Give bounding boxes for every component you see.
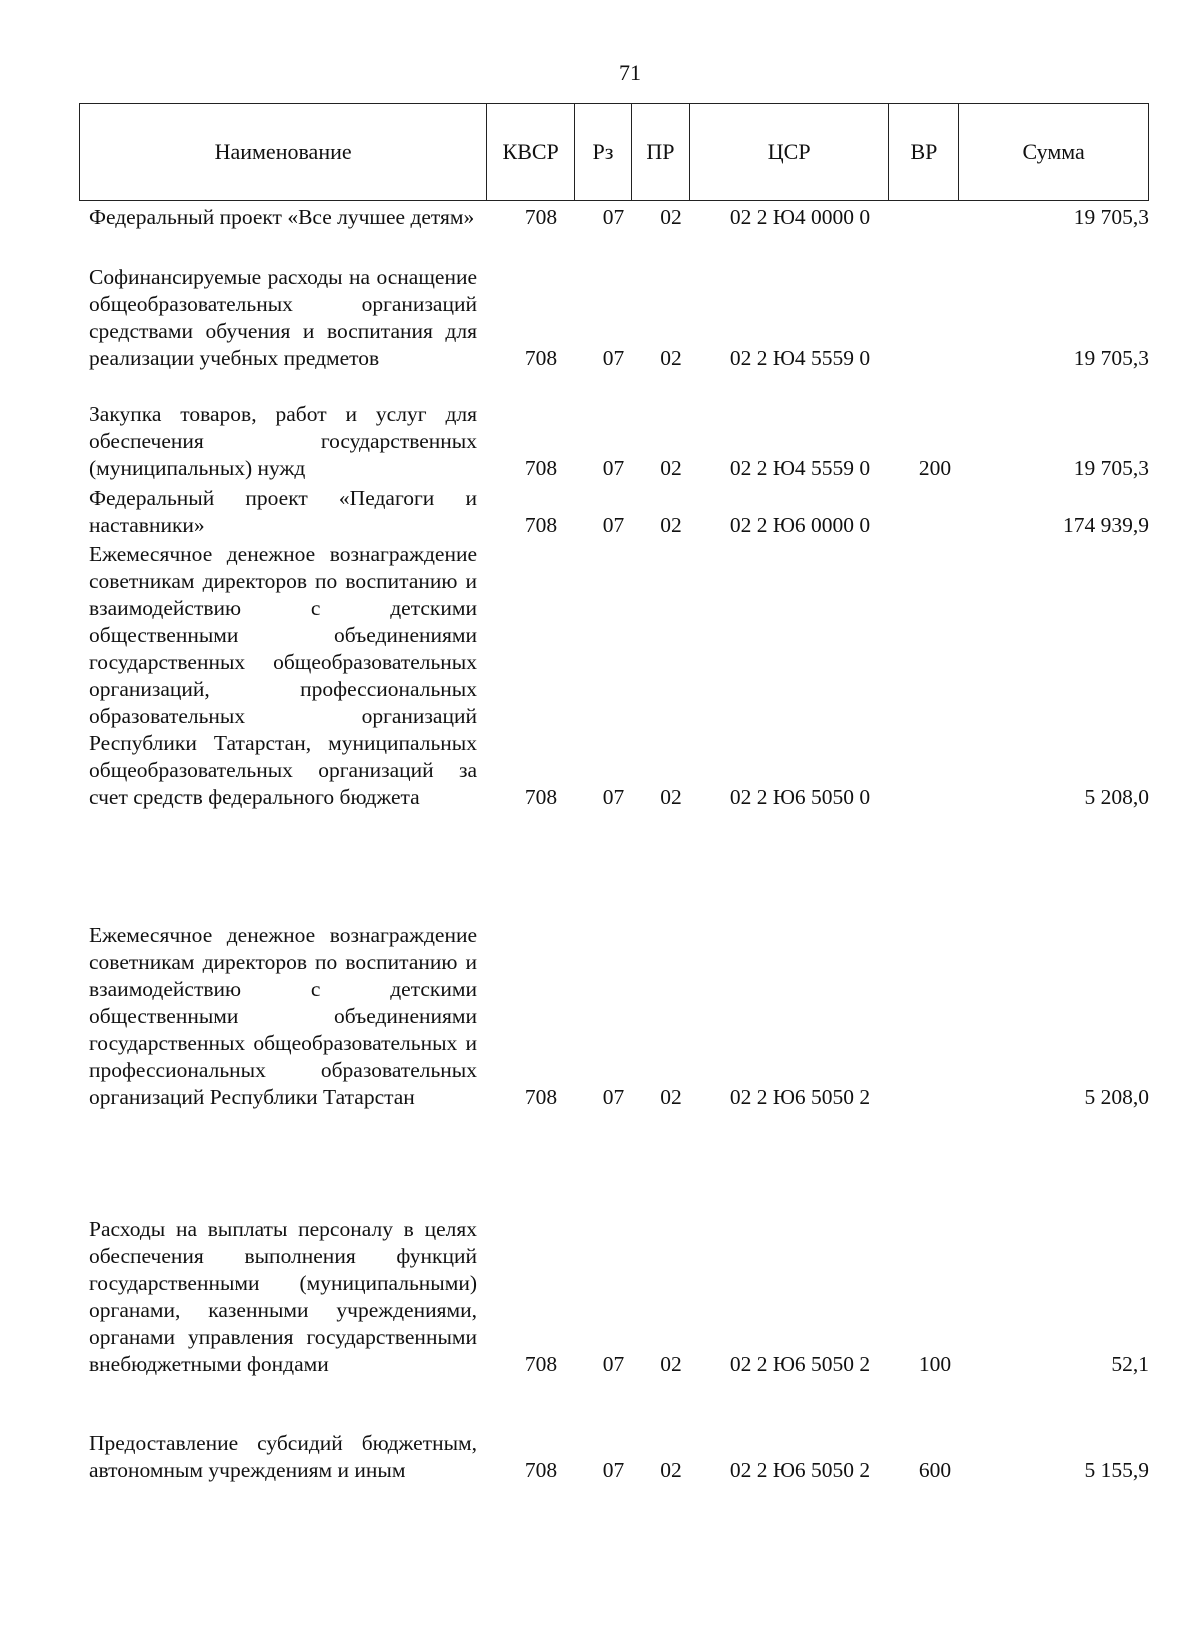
row-kvsr: 708 — [524, 1458, 558, 1482]
row-kvsr: 708 — [524, 205, 558, 229]
table-row — [89, 1216, 1149, 1378]
row-sum: 19 705,3 — [1073, 205, 1149, 229]
row-rz: 07 — [602, 785, 625, 809]
row-pr: 02 — [660, 456, 682, 480]
table-row — [89, 922, 1149, 1111]
row-sum: 174 939,9 — [1063, 513, 1149, 537]
row-sum: 5 208,0 — [1084, 785, 1149, 809]
table-row — [89, 541, 1149, 811]
row-rz: 07 — [602, 1458, 625, 1482]
row-name: Ежемесячное денежное вознаграждение советникам директоров по воспитанию и взаимодействию с детскими общественными объединениями государственных общеобразовательных организаций, профессиональных образовательных организаций Республики Татарстан, муниципальных общеобразовательных организаций за счет средств федерального бюджета — [89, 542, 477, 809]
row-pr: 02 — [660, 1352, 682, 1376]
row-name: Федеральный проект «Все лучшее детям» — [89, 205, 475, 229]
header-name: Наименование — [80, 104, 487, 200]
row-name: Предоставление субсидий бюджетным, автономным учреждениям и иным — [89, 1431, 477, 1482]
row-sum: 5 208,0 — [1084, 1085, 1149, 1109]
header-pr: ПР — [632, 104, 690, 200]
table-row — [89, 204, 1149, 231]
row-csr: 02 2 Ю4 0000 0 — [729, 205, 871, 229]
header-csr: ЦСР — [690, 104, 890, 200]
row-pr: 02 — [660, 785, 682, 809]
row-rz: 07 — [602, 1352, 625, 1376]
row-name: Софинансируемые расходы на оснащение общеобразовательных организаций средствами обучения и воспитания для реализации учебных предметов — [89, 265, 477, 370]
row-kvsr: 708 — [524, 456, 558, 480]
row-kvsr: 708 — [524, 513, 558, 537]
row-pr: 02 — [660, 1458, 682, 1482]
row-csr: 02 2 Ю6 0000 0 — [729, 513, 871, 537]
header-rz: Рз — [575, 104, 632, 200]
row-rz: 07 — [602, 346, 625, 370]
row-csr: 02 2 Ю4 5559 0 — [729, 456, 871, 480]
row-pr: 02 — [660, 1085, 682, 1109]
table-header — [79, 103, 1149, 201]
table-row — [89, 264, 1149, 372]
row-kvsr: 708 — [524, 346, 558, 370]
row-sum: 5 155,9 — [1084, 1458, 1149, 1482]
row-vr: 100 — [918, 1352, 952, 1376]
row-rz: 07 — [602, 513, 625, 537]
row-pr: 02 — [660, 513, 682, 537]
row-csr: 02 2 Ю6 5050 0 — [729, 785, 871, 809]
row-name: Расходы на выплаты персоналу в целях обеспечения выполнения функций государственными (муниципальными) органами, казенными учреждениями, органами управления государственными внебюджетными фондами — [89, 1217, 477, 1376]
row-kvsr: 708 — [524, 1085, 558, 1109]
row-name: Ежемесячное денежное вознаграждение советникам директоров по воспитанию и взаимодействию с детскими общественными объединениями государственных общеобразовательных и профессиональных образовательных организаций Республики Татарстан — [89, 923, 477, 1109]
row-kvsr: 708 — [524, 785, 558, 809]
header-vr: ВР — [889, 104, 959, 200]
row-name: Закупка товаров, работ и услуг для обеспечения государственных (муниципальных) нужд — [89, 402, 477, 480]
row-csr: 02 2 Ю6 5050 2 — [729, 1352, 871, 1376]
table-row — [89, 1430, 1149, 1484]
row-csr: 02 2 Ю6 5050 2 — [729, 1085, 871, 1109]
header-sum: Сумма — [1022, 139, 1085, 164]
row-sum: 19 705,3 — [1073, 456, 1149, 480]
row-csr: 02 2 Ю4 5559 0 — [729, 346, 871, 370]
row-vr: 600 — [918, 1458, 952, 1482]
row-name: Федеральный проект «Педагоги и наставники» — [89, 486, 477, 537]
row-vr: 200 — [918, 456, 952, 480]
row-csr: 02 2 Ю6 5050 2 — [729, 1458, 871, 1482]
row-kvsr: 708 — [524, 1352, 558, 1376]
table-row — [89, 401, 1149, 482]
page-number: 71 — [619, 60, 641, 85]
row-rz: 07 — [602, 1085, 625, 1109]
row-pr: 02 — [660, 205, 682, 229]
row-pr: 02 — [660, 346, 682, 370]
table-row — [89, 485, 1149, 539]
header-kvsr: КВСР — [487, 104, 575, 200]
row-sum: 52,1 — [1111, 1352, 1149, 1376]
row-sum: 19 705,3 — [1073, 346, 1149, 370]
row-rz: 07 — [602, 456, 625, 480]
row-rz: 07 — [602, 205, 625, 229]
